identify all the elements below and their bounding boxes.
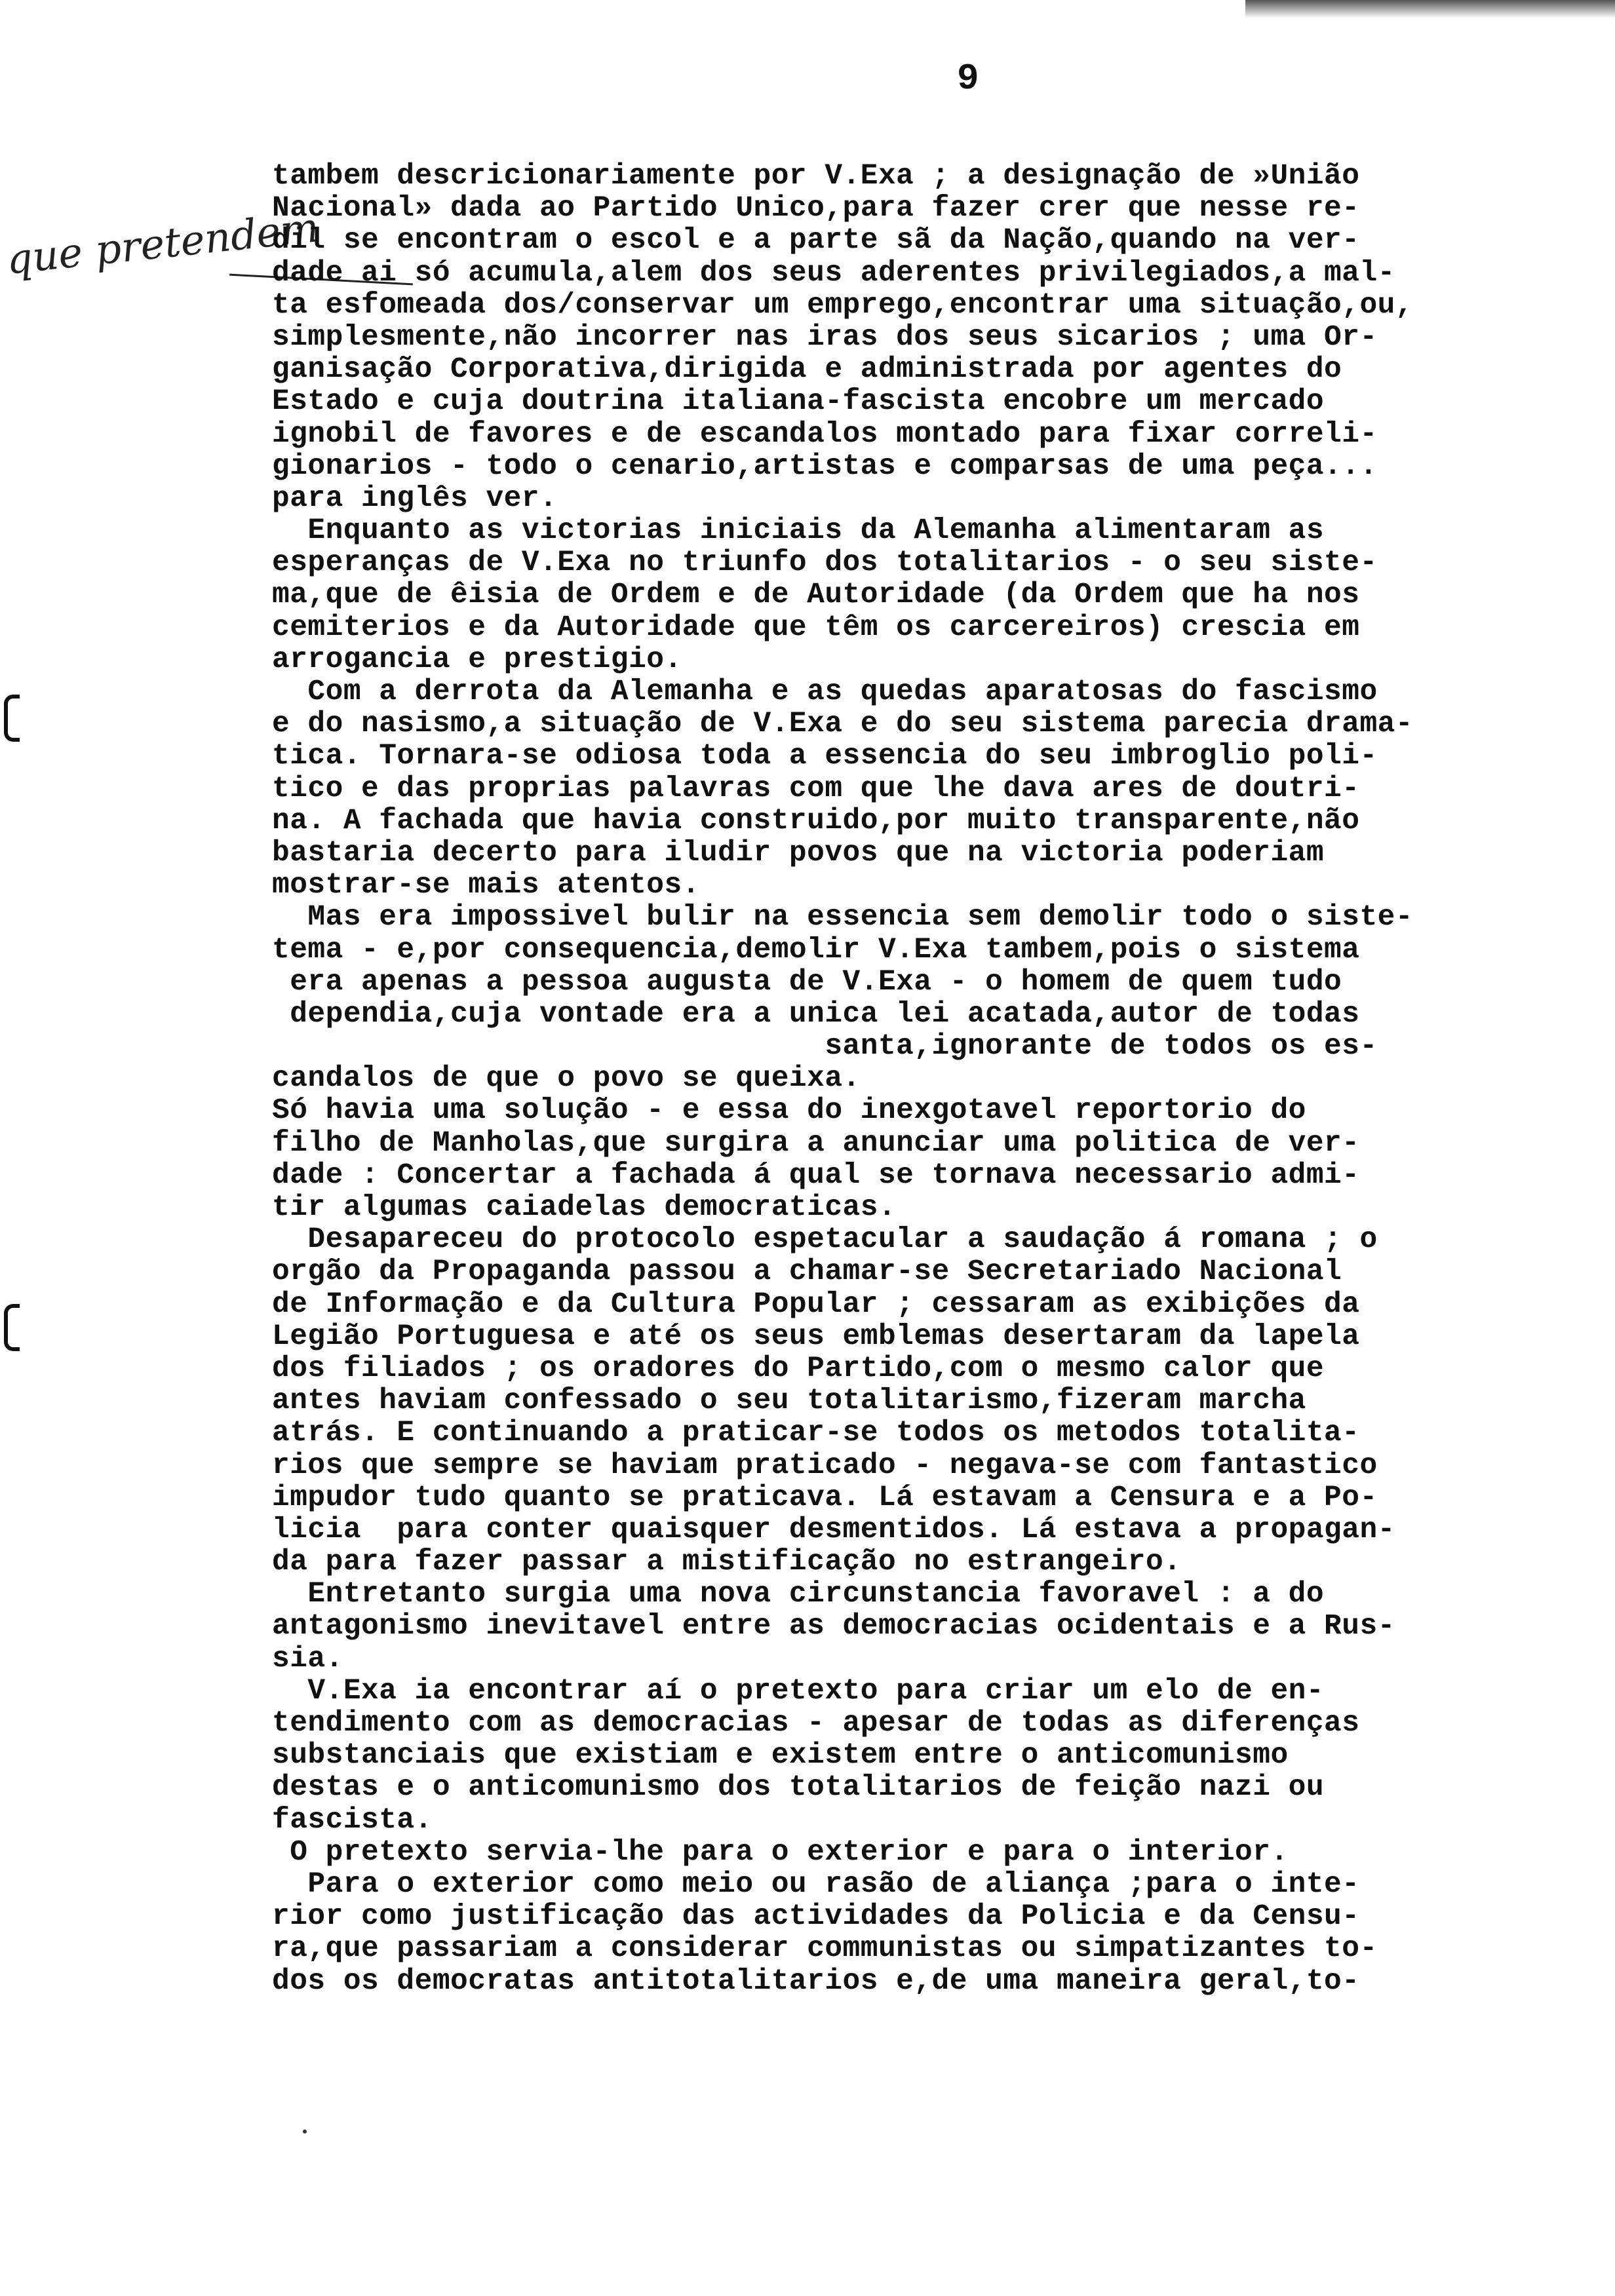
scan-smudge (1245, 0, 1615, 18)
page-number: 9 (957, 58, 979, 100)
text-line: rios que sempre se haviam praticado - negava-se com fantastico (272, 1449, 1378, 1482)
text-line: arrogancia e prestigio. (272, 643, 682, 676)
text-line: Entretanto surgia uma nova circunstancia favoravel : a do (272, 1578, 1325, 1611)
text-line: dos filiados ; os oradores do Partido,com o mesmo calor que (272, 1352, 1325, 1385)
text-line: ta esfomeada dos/conservar um emprego,encontrar uma situação,ou, (272, 288, 1414, 322)
text-line: impudor tudo quanto se praticava. Lá estavam a Censura e a Po- (272, 1481, 1378, 1514)
text-line: dade : Concertar a fachada á qual se tornava necessario admi- (272, 1158, 1360, 1192)
text-line: substanciais que existiam e existem entre o anticomunismo (272, 1739, 1289, 1772)
text-line: orgão da Propaganda passou a chamar-se Secretariado Nacional (272, 1255, 1342, 1289)
text-line: sia. (272, 1642, 343, 1675)
text-line: Só havia uma solução - e essa do inexgotavel reportorio do (272, 1094, 1306, 1128)
text-line: bastaria decerto para iludir povos que na victoria poderiam (272, 836, 1325, 870)
text-line: licia para conter quaisquer desmentidos. Lá estava a propagan- (272, 1513, 1395, 1546)
margin-bracket (4, 1304, 20, 1351)
text-line: ganisação Corporativa,dirigida e administrada por agentes do (272, 353, 1342, 387)
text-line: Mas era impossivel bulir na essencia sem demolir todo o siste- (272, 901, 1414, 934)
text-line: Desapareceu do protocolo espetacular a saudação á romana ; o (272, 1223, 1378, 1257)
text-line: filho de Manholas,que surgira a anunciar uma politica de ver- (272, 1126, 1360, 1160)
text-line: gionarios - todo o cenario,artistas e comparsas de uma peça... (272, 450, 1378, 483)
typed-letter-body (272, 161, 1521, 1998)
text-line: tico e das proprias palavras com que lhe dava ares de doutri- (272, 772, 1360, 805)
text-line: de Informação e da Cultura Popular ; cessaram as exibições da (272, 1288, 1360, 1321)
text-line: destas e o anticomunismo dos totalitarios de feição nazi ou (272, 1771, 1325, 1805)
text-line: para inglês ver. (272, 482, 558, 515)
text-line: da para fazer passar a mistificação no estrangeiro. (272, 1546, 1182, 1579)
text-line: atrás. E continuando a praticar-se todos os metodos totalita- (272, 1417, 1360, 1450)
text-line: tema - e,por consequencia,demolir V.Exa tambem,pois o sistema (272, 933, 1360, 966)
text-line: Nacional» dada ao Partido Unico,para fazer crer que nesse re- (272, 192, 1360, 225)
text-line: cemiterios e da Autoridade que têm os carcereiros) crescia em (272, 611, 1360, 644)
text-line: esperanças de V.Exa no triunfo dos totalitarios - o seu siste- (272, 546, 1378, 580)
text-line: tir algumas caiadelas democraticas. (272, 1191, 897, 1224)
text-line: Enquanto as victorias iniciais da Alemanha alimentaram as (272, 514, 1325, 548)
margin-bracket (4, 695, 20, 742)
text-line: Com a derrota da Alemanha e as quedas aparatosas do fascismo (272, 676, 1378, 708)
text-line: santa,ignorante de todos os es- (272, 1030, 1378, 1063)
text-line: na. A fachada que havia construido,por muito transparente,não (272, 804, 1360, 837)
text-line: tendimento com as democracias - apesar de todas as diferenças (272, 1707, 1360, 1740)
text-line: dade ai só acumula,alem dos seus aderentes privilegiados,a mal- (272, 256, 1395, 290)
text-line: ra,que passariam a considerar communistas ou simpatizantes to- (272, 1932, 1378, 1966)
text-line: era apenas a pessoa augusta de V.Exa - o homem de quem tudo (272, 965, 1342, 999)
text-line: antes haviam confessado o seu totalitarismo,fizeram marcha (272, 1385, 1306, 1418)
text-line: rior como justificação das actividades da Policia e da Censu- (272, 1900, 1360, 1934)
text-line: antagonismo inevitavel entre as democracias ocidentais e a Rus- (272, 1610, 1395, 1643)
text-line: ignobil de favores e de escandalos montado para fixar correli- (272, 417, 1378, 451)
text-line: dil se encontram o escol e a parte sã da Nação,quando na ver- (272, 224, 1360, 258)
text-line: e do nasismo,a situação de V.Exa e do seu sistema parecia drama- (272, 708, 1414, 741)
text-line: Para o exterior como meio ou rasão de aliança ;para o inte- (272, 1867, 1360, 1901)
text-line: dependia,cuja vontade era a unica lei acatada,autor de todas (272, 997, 1360, 1031)
text-line: O pretexto servia-lhe para o exterior e para o interior. (272, 1835, 1289, 1869)
text-line: candalos de que o povo se queixa. (272, 1062, 861, 1096)
text-line: Estado e cuja doutrina italiana-fascista encobre um mercado (272, 385, 1325, 419)
text-line: Legião Portuguesa e até os seus emblemas desertaram da lapela (272, 1320, 1360, 1353)
text-line: ma,que de êisia de Ordem e de Autoridade (da Ordem que ha nos (272, 579, 1360, 612)
text-line: tica. Tornara-se odiosa toda a essencia do seu imbroglio poli- (272, 740, 1378, 773)
text-line: simplesmente,não incorrer nas iras dos seus sicarios ; uma Or- (272, 320, 1378, 354)
text-line: tambem descricionariamente por V.Exa ; a designação de »União (272, 160, 1360, 193)
text-line: dos os democratas antitotalitarios e,de uma maneira geral,to- (272, 1964, 1360, 1998)
text-line: V.Exa ia encontrar aí o pretexto para criar um elo de en- (272, 1674, 1325, 1708)
text-line: fascista. (272, 1803, 433, 1837)
handwritten-margin-note: que pretendem (4, 203, 321, 284)
text-line: mostrar-se mais atentos. (272, 869, 700, 902)
ink-dot (303, 2130, 307, 2133)
